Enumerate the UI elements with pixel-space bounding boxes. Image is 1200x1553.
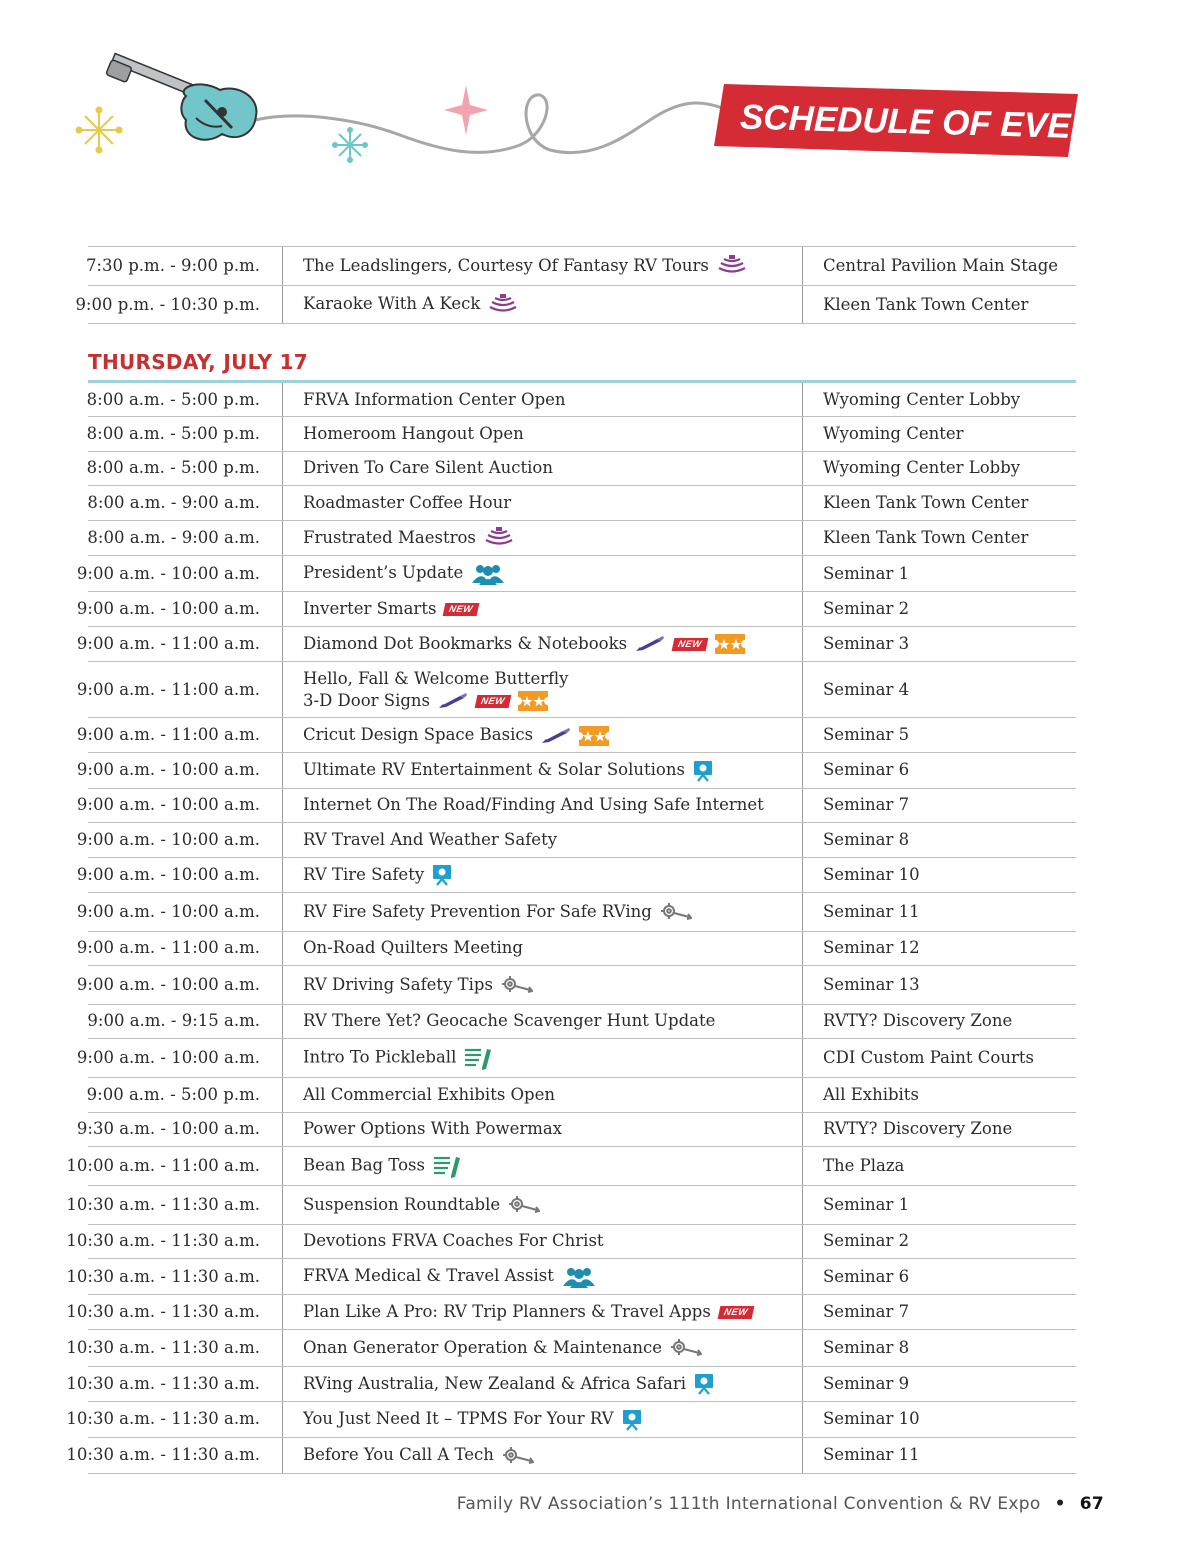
schedule-row — [76, 893, 1076, 932]
speaker-waves-icon — [488, 294, 518, 316]
event-location: Kleen Tank Town Center — [802, 286, 1076, 323]
presentation-board-icon — [622, 1409, 642, 1431]
schedule-row — [66, 1186, 1076, 1225]
event-time: 9:00 a.m. - 10:00 a.m. — [76, 795, 260, 815]
event-name-cell — [282, 966, 802, 1004]
event-location: Seminar 8 — [802, 1330, 1076, 1366]
event-name-cell — [282, 1078, 802, 1112]
event-location: Seminar 13 — [802, 966, 1076, 1004]
event-name-cell — [282, 1186, 802, 1224]
event-name-cell — [282, 486, 802, 520]
event-location: Seminar 6 — [802, 753, 1076, 788]
wrench-gear-icon — [670, 1338, 702, 1358]
event-name-cell — [282, 823, 802, 857]
event-name: RV There Yet? Geocache Scavenger Hunt Update — [303, 1011, 716, 1031]
event-location: Wyoming Center Lobby — [802, 452, 1076, 486]
event-name: RV Tire Safety — [303, 864, 425, 884]
paintbrush-icon — [541, 728, 571, 744]
event-time: 9:00 a.m. - 10:00 a.m. — [76, 864, 260, 884]
event-name-cell — [282, 247, 802, 285]
event-time: 9:00 a.m. - 10:00 a.m. — [76, 1048, 260, 1067]
event-name: On-Road Quilters Meeting — [303, 938, 523, 958]
event-name-cell — [282, 286, 802, 323]
sparkle-pink-icon — [444, 85, 488, 135]
schedule-row — [66, 1402, 1076, 1438]
event-name-cell — [282, 662, 802, 717]
clipboard-pencil-icon — [464, 1046, 492, 1070]
event-location: CDI Custom Paint Courts — [802, 1039, 1076, 1077]
event-name: Frustrated Maestros — [303, 527, 476, 547]
new-badge: NEW — [443, 603, 479, 616]
header-illustration — [0, 0, 1200, 220]
event-name: Onan Generator Operation & Maintenance — [303, 1337, 662, 1357]
paintbrush-icon — [635, 636, 665, 652]
event-time: 9:00 a.m. - 11:00 a.m. — [76, 679, 260, 699]
event-name-cell — [282, 383, 802, 416]
ticket-icon — [579, 726, 609, 746]
schedule-row — [66, 1259, 1076, 1295]
event-time: 10:30 a.m. - 11:30 a.m. — [66, 1302, 260, 1321]
event-name: Roadmaster Coffee Hour — [303, 492, 512, 512]
event-name: Devotions FRVA Coaches For Christ — [303, 1231, 604, 1251]
event-name: RV Fire Safety Prevention For Safe RVing — [303, 901, 652, 921]
schedule-row — [66, 1438, 1076, 1474]
event-name: RVing Australia, New Zealand & Africa Safari — [303, 1373, 687, 1393]
event-location: Kleen Tank Town Center — [802, 486, 1076, 520]
event-name: Internet On The Road/Finding And Using Safe Internet — [303, 795, 764, 815]
event-time: 9:00 a.m. - 10:00 a.m. — [76, 974, 260, 994]
event-name: Inverter Smarts — [303, 598, 437, 618]
event-name-cell — [282, 1438, 802, 1473]
event-name-cell — [282, 1259, 802, 1294]
event-location: Kleen Tank Town Center — [802, 521, 1076, 556]
event-time: 8:00 a.m. - 5:00 p.m. — [86, 389, 260, 409]
presentation-board-icon — [432, 864, 452, 886]
event-name-cell — [282, 1330, 802, 1366]
event-time: 10:30 a.m. - 11:30 a.m. — [66, 1337, 260, 1357]
schedule-row — [76, 966, 1076, 1005]
event-location: Seminar 11 — [802, 1438, 1076, 1473]
event-name-cell — [282, 1039, 802, 1077]
event-name-cell — [282, 858, 802, 893]
event-time: 9:00 a.m. - 10:00 a.m. — [76, 598, 260, 618]
event-name-cell — [282, 753, 802, 788]
event-name: Diamond Dot Bookmarks & Notebooks — [303, 633, 628, 653]
clipboard-pencil-icon — [433, 1154, 461, 1178]
guitar-cord-line — [255, 95, 722, 153]
event-location: RVTY? Discovery Zone — [802, 1005, 1076, 1039]
event-name: Before You Call A Tech — [303, 1445, 494, 1464]
event-time: 10:30 a.m. - 11:30 a.m. — [66, 1409, 260, 1429]
event-time: 10:30 a.m. - 11:30 a.m. — [66, 1445, 260, 1464]
event-time: 10:30 a.m. - 11:30 a.m. — [66, 1231, 260, 1251]
schedule-row — [66, 1330, 1076, 1367]
event-location: Seminar 1 — [802, 556, 1076, 591]
event-time: 8:00 a.m. - 5:00 p.m. — [86, 458, 260, 478]
event-location: Seminar 12 — [802, 932, 1076, 966]
event-name: President’s Update — [303, 563, 464, 583]
event-name: Cricut Design Space Basics — [303, 725, 534, 744]
schedule-row — [76, 1113, 1076, 1148]
event-name: Homeroom Hangout Open — [303, 423, 524, 443]
schedule-row — [88, 1005, 1076, 1040]
event-name-cell — [282, 1225, 802, 1259]
event-location: Central Pavilion Main Stage — [802, 247, 1076, 285]
event-name-cell — [282, 1295, 802, 1329]
event-name: RV Driving Safety Tips — [303, 974, 493, 994]
event-location: Seminar 10 — [802, 1402, 1076, 1437]
event-location: Seminar 1 — [802, 1186, 1076, 1224]
event-name: Bean Bag Toss — [303, 1155, 425, 1175]
event-name: All Commercial Exhibits Open — [303, 1084, 556, 1104]
ticket-icon — [518, 691, 548, 711]
event-name-cell — [282, 417, 802, 451]
event-name-cell — [282, 1147, 802, 1185]
event-time: 9:00 a.m. - 9:15 a.m. — [87, 1011, 260, 1031]
schedule-table — [66, 246, 1076, 1474]
event-time: 9:00 a.m. - 10:00 a.m. — [76, 901, 260, 921]
event-time: 10:30 a.m. - 11:30 a.m. — [66, 1194, 260, 1214]
schedule-row — [75, 286, 1076, 324]
event-location: Wyoming Center Lobby — [802, 383, 1076, 416]
event-time: 9:00 a.m. - 11:00 a.m. — [76, 725, 260, 744]
event-name: FRVA Medical & Travel Assist — [303, 1266, 554, 1286]
event-time: 8:00 a.m. - 9:00 a.m. — [87, 527, 260, 547]
schedule-row — [88, 383, 1076, 417]
event-time: 9:00 a.m. - 10:00 a.m. — [76, 760, 260, 780]
event-name: You Just Need It – TPMS For Your RV — [303, 1409, 614, 1428]
new-badge: NEW — [672, 638, 708, 651]
schedule-row — [76, 823, 1076, 858]
event-time: 10:30 a.m. - 11:30 a.m. — [66, 1373, 260, 1393]
event-name-cell — [282, 932, 802, 966]
new-badge: NEW — [717, 1306, 753, 1319]
event-name-cell — [282, 718, 802, 752]
schedule-row — [66, 1225, 1076, 1260]
event-location: Seminar 5 — [802, 718, 1076, 752]
guitar-icon — [106, 54, 257, 140]
footer-separator: • — [1054, 1494, 1066, 1514]
event-name-cell — [282, 1113, 802, 1147]
schedule-row — [66, 1367, 1076, 1403]
event-location: Seminar 7 — [802, 1295, 1076, 1329]
event-location: Seminar 9 — [802, 1367, 1076, 1402]
event-location: Seminar 8 — [802, 823, 1076, 857]
event-location: Seminar 2 — [802, 1225, 1076, 1259]
publication-title: Family RV Association’s 111th International Convention & RV Expo — [456, 1494, 1041, 1514]
schedule-row — [88, 452, 1076, 487]
day-heading: THURSDAY, JULY 17 — [88, 350, 309, 374]
event-name-cell — [282, 452, 802, 486]
event-time: 9:00 a.m. - 11:00 a.m. — [76, 938, 260, 958]
schedule-row — [76, 753, 1076, 789]
event-time: 10:30 a.m. - 11:30 a.m. — [66, 1266, 260, 1286]
event-name-cell — [282, 556, 802, 591]
starburst-yellow-icon — [77, 108, 122, 153]
event-name: FRVA Information Center Open — [303, 389, 566, 409]
event-name-cell — [282, 893, 802, 931]
wrench-gear-icon — [502, 1446, 534, 1466]
schedule-row — [88, 1078, 1076, 1113]
event-time: 9:00 a.m. - 10:00 a.m. — [76, 563, 260, 583]
paintbrush-icon — [438, 693, 468, 709]
event-location: Seminar 2 — [802, 592, 1076, 626]
schedule-row — [76, 789, 1076, 824]
event-time: 10:00 a.m. - 11:00 a.m. — [66, 1156, 260, 1175]
event-location: Seminar 4 — [802, 662, 1076, 717]
schedule-row — [76, 592, 1076, 627]
event-name-cell — [282, 1367, 802, 1402]
wrench-gear-icon — [660, 902, 692, 922]
schedule-row — [88, 417, 1076, 452]
event-name-cell — [282, 627, 802, 662]
event-time: 9:00 a.m. - 5:00 p.m. — [86, 1084, 260, 1104]
event-location: RVTY? Discovery Zone — [802, 1113, 1076, 1147]
schedule-row — [88, 486, 1076, 521]
wrench-gear-icon — [501, 975, 533, 995]
ticket-icon — [715, 634, 745, 654]
event-name-cell — [282, 789, 802, 823]
event-time: 9:00 a.m. - 11:00 a.m. — [76, 633, 260, 653]
event-time: 9:00 a.m. - 10:00 a.m. — [76, 829, 260, 849]
event-name: Intro To Pickleball — [303, 1047, 457, 1067]
event-location: Seminar 11 — [802, 893, 1076, 931]
event-name: Hello, Fall & Welcome Butterfly — [303, 668, 569, 688]
presentation-board-icon — [694, 1373, 714, 1395]
event-name: The Leadslingers, Courtesy Of Fantasy RV Tours — [303, 255, 709, 275]
event-name: Power Options With Powermax — [303, 1119, 563, 1139]
event-name: Plan Like A Pro: RV Trip Planners & Travel Apps — [303, 1302, 711, 1321]
people-group-icon — [562, 1266, 596, 1288]
schedule-row — [66, 1147, 1076, 1186]
event-name: RV Travel And Weather Safety — [303, 829, 558, 849]
event-time: 9:30 a.m. - 10:00 a.m. — [76, 1119, 260, 1139]
new-badge: NEW — [475, 695, 511, 708]
schedule-row — [76, 932, 1076, 967]
people-group-icon — [471, 563, 505, 585]
event-time: 8:00 a.m. - 9:00 a.m. — [87, 492, 260, 512]
event-name: Driven To Care Silent Auction — [303, 458, 553, 478]
schedule-row — [76, 718, 1076, 753]
starburst-teal-icon — [333, 128, 367, 162]
banner-title: SCHEDULE OF EVENTS — [739, 97, 1142, 148]
schedule-row — [66, 1295, 1076, 1330]
wrench-gear-icon — [508, 1195, 540, 1215]
event-location: All Exhibits — [802, 1078, 1076, 1112]
thursday-schedule-table — [66, 380, 1076, 1474]
schedule-row — [76, 627, 1076, 663]
speaker-waves-icon — [484, 527, 514, 549]
schedule-row — [76, 556, 1076, 592]
event-name-cell — [282, 592, 802, 626]
event-time: 8:00 a.m. - 5:00 p.m. — [86, 423, 260, 443]
event-time: 7:30 p.m. - 9:00 p.m. — [85, 256, 260, 275]
event-location: The Plaza — [802, 1147, 1076, 1185]
event-name: Ultimate RV Entertainment & Solar Solutions — [303, 760, 685, 779]
schedule-row — [76, 662, 1076, 718]
speaker-waves-icon — [717, 255, 747, 277]
event-location: Seminar 6 — [802, 1259, 1076, 1294]
evening-schedule-table — [75, 246, 1076, 324]
event-location: Seminar 7 — [802, 789, 1076, 823]
page-footer — [457, 1494, 1104, 1514]
event-name: 3-D Door Signs — [303, 690, 431, 710]
event-name-cell — [282, 1402, 802, 1437]
event-location: Seminar 10 — [802, 858, 1076, 893]
event-name: Suspension Roundtable — [303, 1194, 501, 1214]
page-number: 67 — [1079, 1494, 1104, 1514]
schedule-row — [85, 247, 1076, 286]
event-location: Wyoming Center — [802, 417, 1076, 451]
event-location: Seminar 3 — [802, 627, 1076, 662]
event-name-cell — [282, 1005, 802, 1039]
schedule-row — [88, 521, 1076, 557]
event-name: Karaoke With A Keck — [303, 294, 481, 314]
schedule-row — [76, 858, 1076, 894]
event-name-cell — [282, 521, 802, 556]
event-time: 9:00 p.m. - 10:30 p.m. — [75, 294, 260, 314]
schedule-row — [76, 1039, 1076, 1078]
presentation-board-icon — [693, 760, 713, 782]
